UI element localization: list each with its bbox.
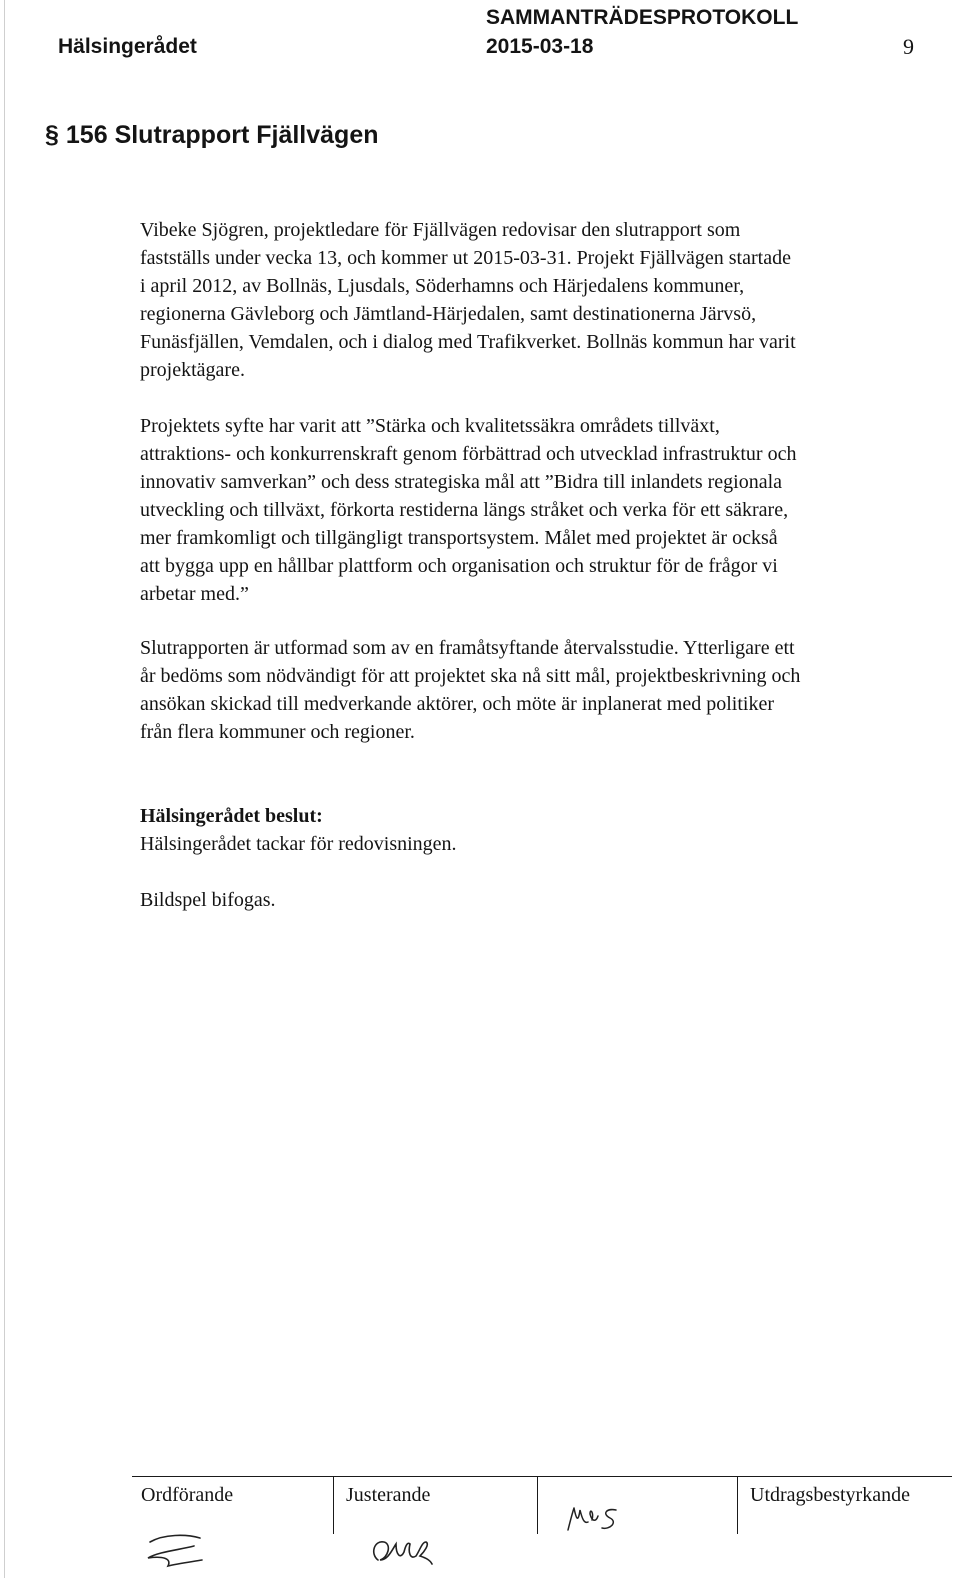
text-line: år bedöms som nödvändigt för att projektet ska nå sitt mål, projektbeskrivning och	[140, 665, 801, 687]
text-line: Funäsfjällen, Vemdalen, och i dialog med Trafikverket. Bollnäs kommun har varit	[140, 331, 796, 353]
paragraph-final-report	[140, 634, 952, 746]
certification-label: Utdragsbestyrkande	[750, 1484, 910, 1506]
signature-divider	[537, 1476, 538, 1534]
attachment-note	[140, 886, 952, 914]
text-line: Slutrapporten är utformad som av en framåtsyftande återvalsstudie. Ytterligare ett	[140, 637, 795, 659]
document-type: SAMMANTRÄDESPROTOKOLL	[486, 6, 799, 29]
signature-divider	[737, 1476, 738, 1534]
section-symbol: §	[45, 121, 59, 149]
paragraph-report-intro	[140, 216, 952, 384]
text-line: utveckling och tillväxt, förkorta restiderna längs stråket och verka för ett säkrare,	[140, 499, 789, 521]
section-heading	[45, 120, 379, 150]
signature-divider	[333, 1476, 334, 1534]
text-line: Projektets syfte har varit att ”Stärka och kvalitetssäkra områdets tillväxt,	[140, 415, 720, 437]
text-line: regionerna Gävleborg och Jämtland-Härjedalen, samt destinationerna Järvsö,	[140, 303, 757, 325]
text-line: i april 2012, av Bollnäs, Ljusdals, Söderhamns och Härjedalens kommuner,	[140, 275, 745, 297]
decision-text: Hälsingerådet tackar för redovisningen.	[140, 833, 457, 855]
adjuster-label: Justerande	[346, 1484, 431, 1506]
decision-block	[140, 802, 952, 858]
text-line: fastställs under vecka 13, och kommer ut 2015-03-31. Projekt Fjällvägen startade	[140, 247, 791, 269]
text-line: Vibeke Sjögren, projektledare för Fjällvägen redovisar den slutrapport som	[140, 219, 741, 241]
adjuster-signature-2	[560, 1500, 626, 1540]
meeting-date: 2015-03-18	[486, 35, 594, 58]
text-line: attraktions- och konkurrenskraft genom förbättrad och utvecklad infrastruktur och	[140, 443, 797, 465]
attachment-text: Bildspel bifogas.	[140, 889, 276, 911]
text-line: från flera kommuner och regioner.	[140, 721, 415, 743]
decision-heading: Hälsingerådet beslut:	[140, 805, 323, 827]
text-line: ansökan skickad till medverkande aktörer, och möte är inplanerat med politiker	[140, 693, 774, 715]
chair-label: Ordförande	[141, 1484, 234, 1506]
adjuster-signature-1	[366, 1530, 436, 1570]
page-number: 9	[903, 34, 914, 59]
page-margin-rule	[4, 0, 5, 1578]
text-line: arbetar med.”	[140, 583, 249, 605]
paragraph-project-purpose	[140, 412, 952, 608]
text-line: mer framkomligt och tillgängligt transportsystem. Målet med projektet är också	[140, 527, 778, 549]
section-title: 156 Slutrapport Fjällvägen	[65, 121, 379, 149]
signature-table-top-rule	[132, 1476, 952, 1477]
text-line: att bygga upp en hållbar plattform och organisation och struktur för de frågor vi	[140, 555, 778, 577]
organization-name: Hälsingerådet	[58, 35, 197, 58]
chair-signature	[142, 1528, 212, 1574]
text-line: projektägare.	[140, 359, 245, 381]
text-line: innovativ samverkan” och dess strategiska mål att ”Bidra till inlandets regionala	[140, 471, 783, 493]
